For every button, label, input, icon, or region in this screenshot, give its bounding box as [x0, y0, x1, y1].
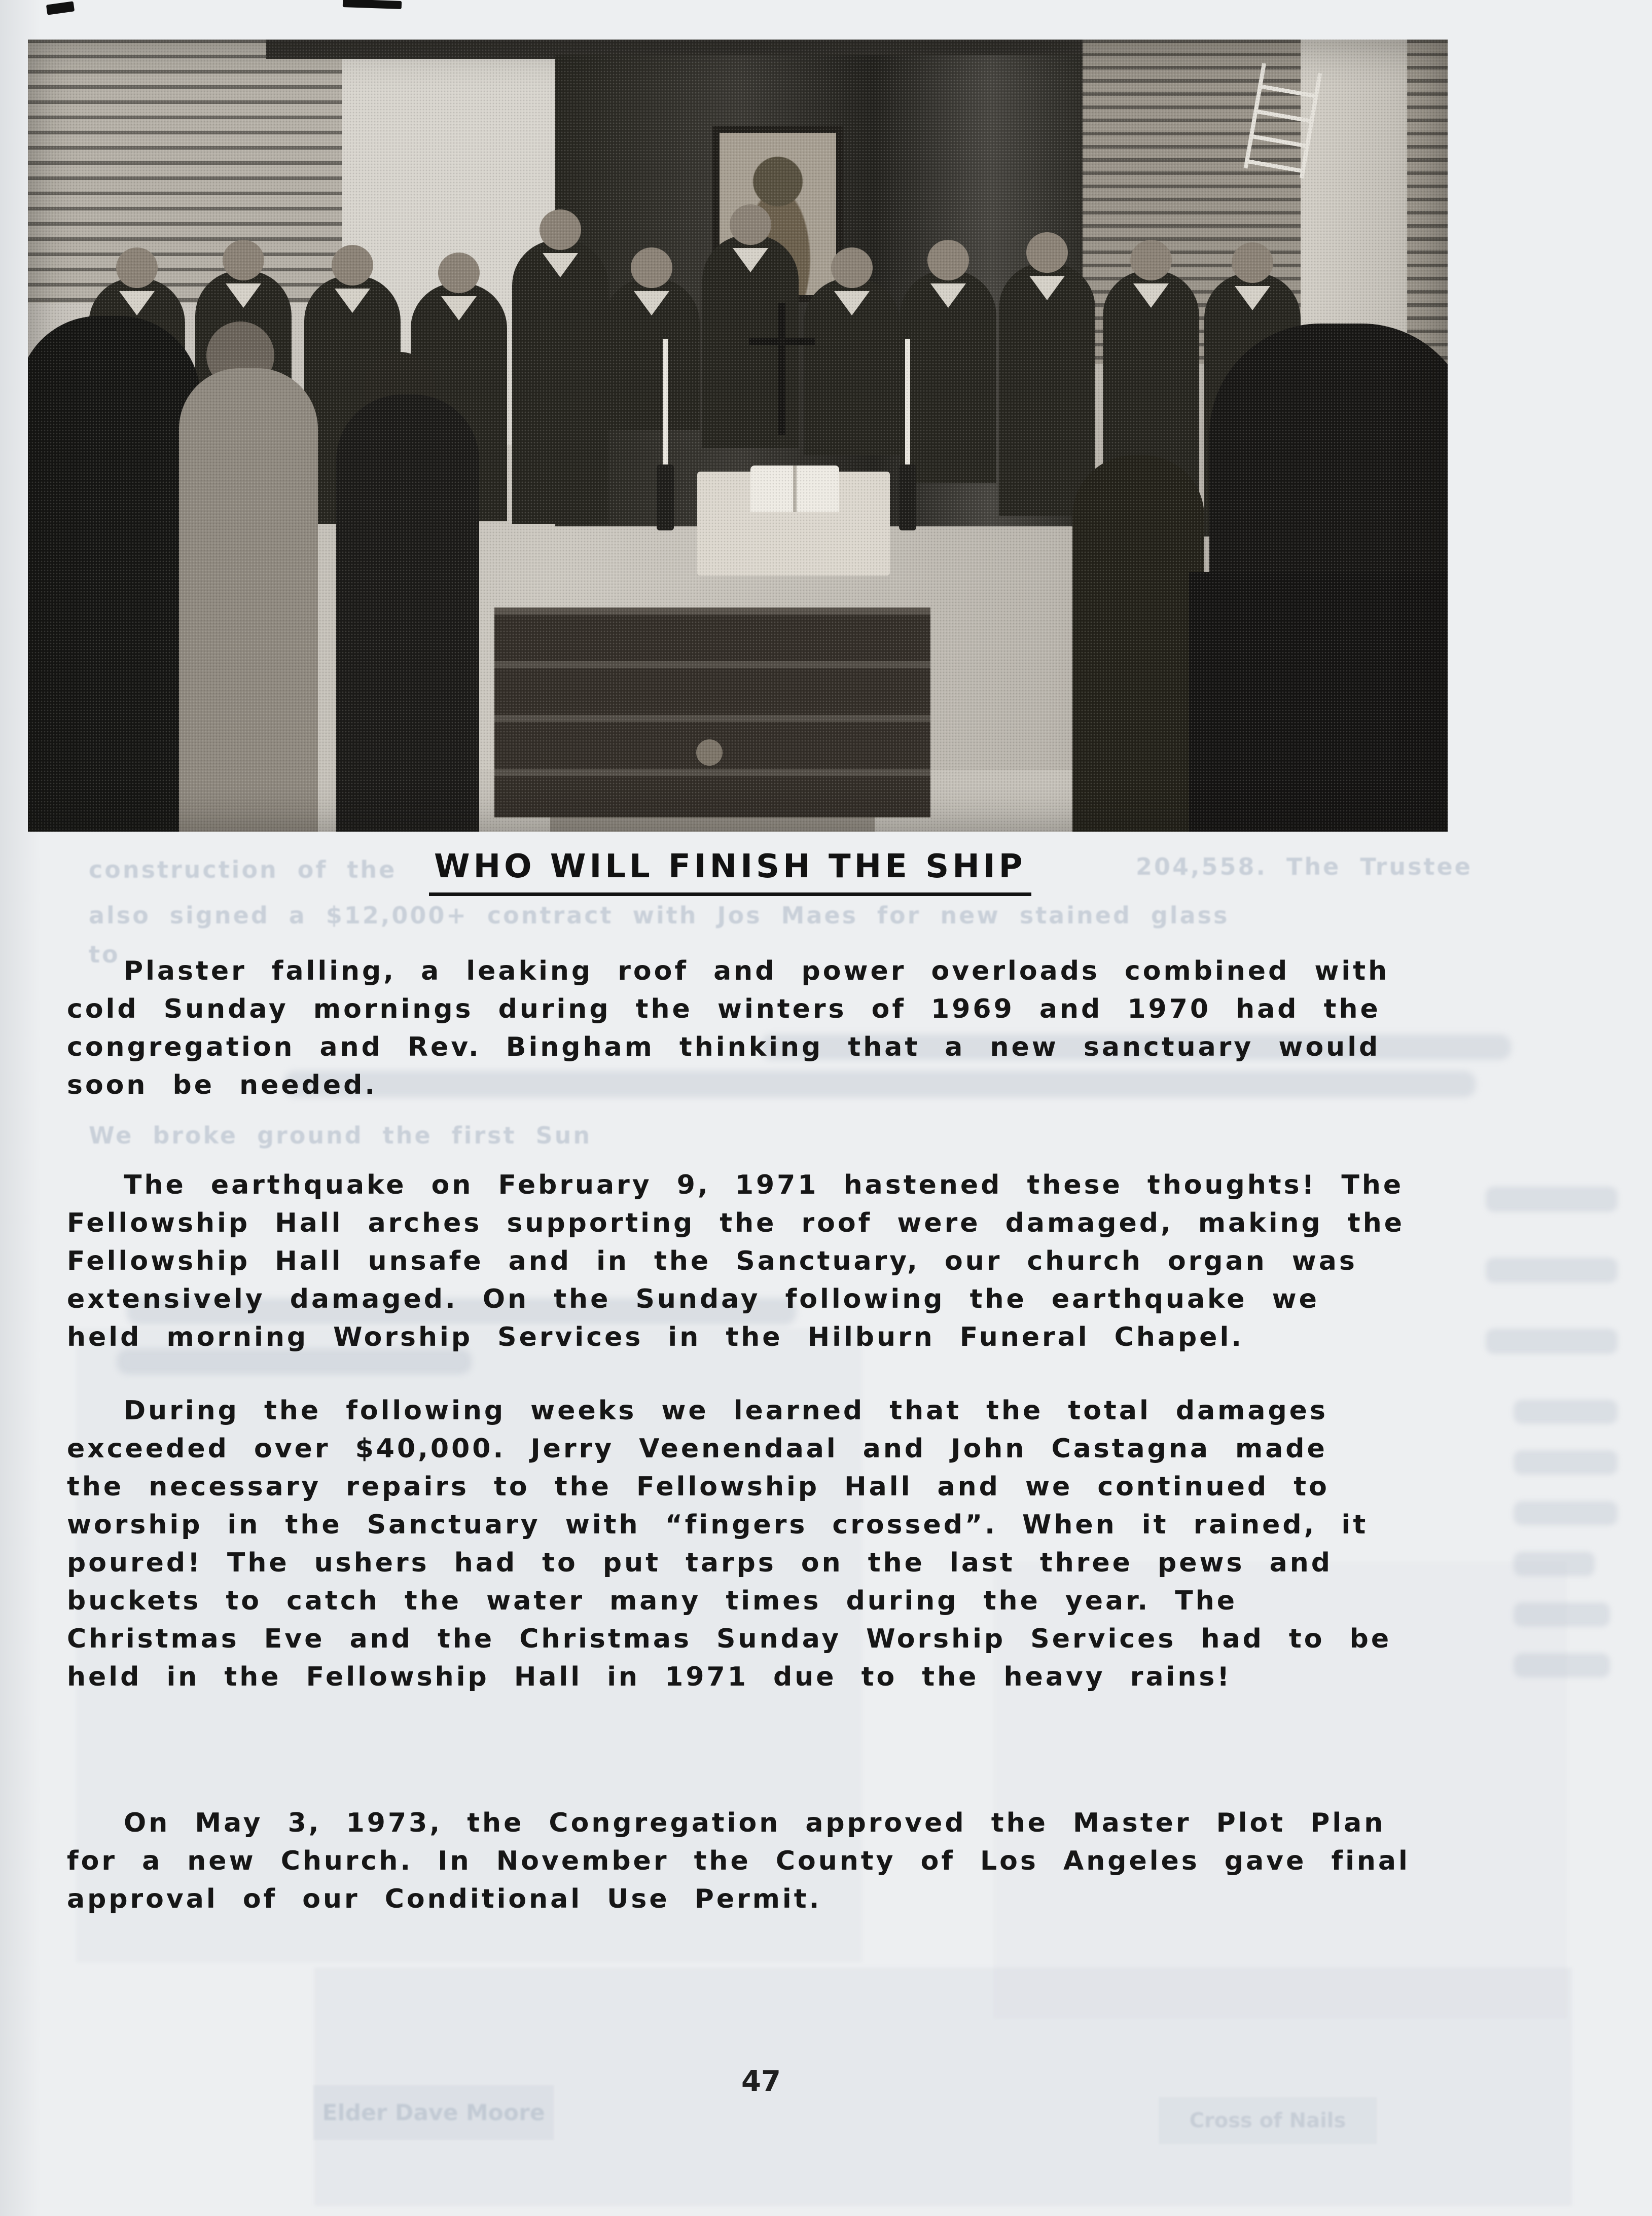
bleed-through-text: construction of the	[89, 856, 397, 883]
bleed-through-blur	[1486, 1329, 1618, 1354]
bleed-through-blur	[1514, 1400, 1618, 1424]
text-line: exceeded over $40,000. Jerry Veenendaal and John Castagna made	[67, 1434, 1327, 1464]
text-line: held in the Fellowship Hall in 1971 due to the heavy rains!	[67, 1662, 1232, 1692]
page-heading: WHO WILL FINISH THE SHIP	[429, 848, 1031, 896]
bleed-through-text: also signed a $12,000+ contract with Jos Maes for new stained glass	[89, 902, 1230, 929]
text-line: poured! The ushers had to put tarps on the last three pews and	[67, 1548, 1333, 1578]
scan-artifact-mark	[46, 1, 75, 15]
text-line: worship in the Sanctuary with “fingers crossed”. When it rained, it	[67, 1510, 1369, 1540]
bleed-through-blur	[1514, 1450, 1618, 1475]
text-line: held morning Worship Services in the Hilburn Funeral Chapel.	[67, 1322, 1244, 1352]
text-line: During the following weeks we learned that the total damages	[124, 1396, 1328, 1426]
text-line: approval of our Conditional Use Permit.	[67, 1884, 822, 1914]
bleed-through-blur	[1514, 1552, 1595, 1576]
text-line: for a new Church. In November the County of Los Angeles gave final	[67, 1846, 1410, 1876]
bleed-through-blur	[1514, 1602, 1610, 1627]
bleed-through-blur	[1486, 1187, 1618, 1212]
text-line: The earthquake on February 9, 1971 hastened these thoughts! The	[124, 1170, 1404, 1200]
text-line: Plaster falling, a leaking roof and power overloads combined with	[124, 956, 1390, 986]
paragraph	[67, 1392, 1391, 1696]
text-line: Fellowship Hall arches supporting the roof were damaged, making the	[67, 1208, 1405, 1238]
paragraph	[67, 952, 1389, 1104]
bleed-through-blur	[1514, 1501, 1618, 1525]
paragraph	[67, 1804, 1410, 1918]
text-line: extensively damaged. On the Sunday following the earthquake we	[67, 1284, 1319, 1314]
scan-artifact-mark	[343, 0, 402, 9]
text-line: buckets to catch the water many times during the year. The	[67, 1586, 1237, 1616]
bleed-through-blur	[1486, 1258, 1618, 1283]
text-line: the necessary repairs to the Fellowship Hall and we continued to	[67, 1472, 1330, 1502]
bleed-through-text: to	[89, 941, 120, 968]
bleed-through-blur	[1514, 1653, 1610, 1677]
bleed-through-caption: Cross of Nails	[1159, 2097, 1377, 2144]
text-line: congregation and Rev. Bingham thinking that a new sanctuary would	[67, 1032, 1381, 1062]
church-choir-photo	[28, 40, 1448, 832]
bleed-through-text: We broke ground the first Sun	[89, 1122, 592, 1149]
page-number: 47	[741, 2065, 781, 2098]
bleed-through-caption: Elder Dave Moore	[313, 2085, 554, 2140]
text-line: Christmas Eve and the Christmas Sunday Worship Services had to be	[67, 1624, 1392, 1654]
text-line: On May 3, 1973, the Congregation approved the Master Plot Plan	[124, 1808, 1386, 1838]
text-line: soon be needed.	[67, 1070, 378, 1100]
paragraph	[67, 1166, 1405, 1356]
photo-vignette	[28, 40, 1448, 832]
bleed-through-text: 204,558. The Trustee	[1136, 853, 1473, 880]
text-line: Fellowship Hall unsafe and in the Sanctuary, our church organ was	[67, 1246, 1357, 1276]
text-line: cold Sunday mornings during the winters of 1969 and 1970 had the	[67, 994, 1381, 1024]
